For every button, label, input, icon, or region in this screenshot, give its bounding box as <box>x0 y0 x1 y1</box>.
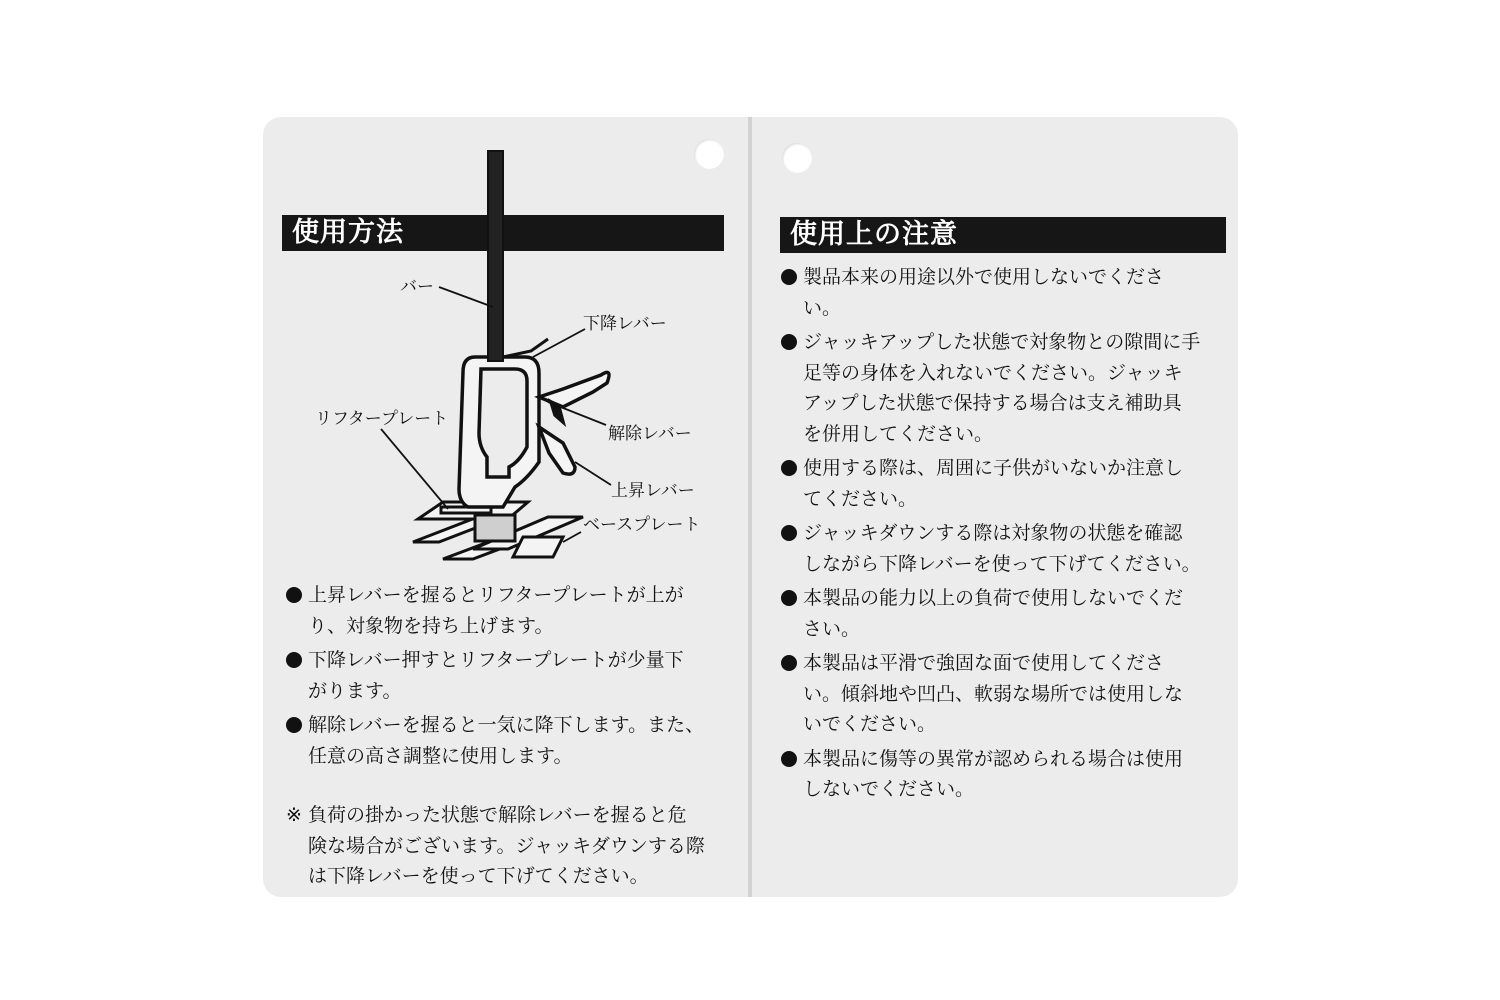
jack-diagram <box>263 117 748 577</box>
callout-raise-lever: 上昇レバー <box>611 481 695 501</box>
caution-item: 製品本来の用途以外で使用しないでくださ い。 <box>781 262 1231 323</box>
caution-item: 本製品に傷等の異常が認められる場合は使用 しないでください。 <box>781 744 1231 805</box>
caution-item: 本製品の能力以上の負荷で使用しないでくだ さい。 <box>781 583 1231 644</box>
instruction-item: 解除レバーを握ると一気に降下します。また、 任意の高さ調整に使用します。 <box>286 710 736 771</box>
jack-body-drawing <box>459 357 539 507</box>
caution-item: ジャッキアップした状態で対象物との隙間に手 足等の身体を入れないでください。ジャッキ アップした状態で保持する場合は支え補助具 を併用してください。 <box>781 327 1231 449</box>
instruction-item: 下降レバー押すとリフタープレートが少量下 がります。 <box>286 645 736 706</box>
bullet-icon <box>781 334 797 350</box>
bullet-icon <box>781 460 797 476</box>
bullet-icon <box>781 655 797 671</box>
bar-drawing <box>488 151 503 361</box>
card-fold <box>748 117 752 897</box>
callout-lifter-plate: リフタープレート <box>315 409 449 429</box>
callout-bar: バー <box>400 277 434 297</box>
instruction-item: 上昇レバーを握るとリフタープレートが上が り、対象物を持ち上げます。 <box>286 580 736 641</box>
bullet-icon <box>286 652 302 668</box>
usage-heading: 使用方法 <box>282 215 724 251</box>
cautions-heading: 使用上の注意 <box>780 217 1226 253</box>
bullet-icon <box>781 590 797 606</box>
bullet-icon <box>286 587 302 603</box>
callout-release-lever: 解除レバー <box>608 424 692 444</box>
lower-lever-drawing <box>503 339 548 357</box>
bullet-icon <box>781 269 797 285</box>
caution-item: 本製品は平滑で強固な面で使用してくださ い。傾斜地や凹凸、軟弱な場所では使用しな いでください。 <box>781 648 1231 740</box>
bullet-icon <box>781 525 797 541</box>
bullet-icon <box>286 717 302 733</box>
callout-lower-lever: 下降レバー <box>583 314 667 334</box>
caution-item: 使用する際は、周囲に子供がいないか注意し てください。 <box>781 453 1231 514</box>
warning-note: ※ 負荷の掛かった状態で解除レバーを握ると危 険な場合がございます。ジャッキダウンする際 は下降レバーを使って下げてください。 <box>286 800 736 896</box>
cautions-list <box>781 262 1231 809</box>
note-mark: ※ <box>286 804 302 826</box>
callout-base-plate: ベースプレート <box>583 515 701 535</box>
caution-item: ジャッキダウンする際は対象物の状態を確認 しながら下降レバーを使って下げてください。 <box>781 518 1231 579</box>
usage-instructions <box>286 580 736 775</box>
bullet-icon <box>781 751 797 767</box>
raise-lever-drawing <box>539 372 609 474</box>
hang-hole-right <box>782 143 812 173</box>
